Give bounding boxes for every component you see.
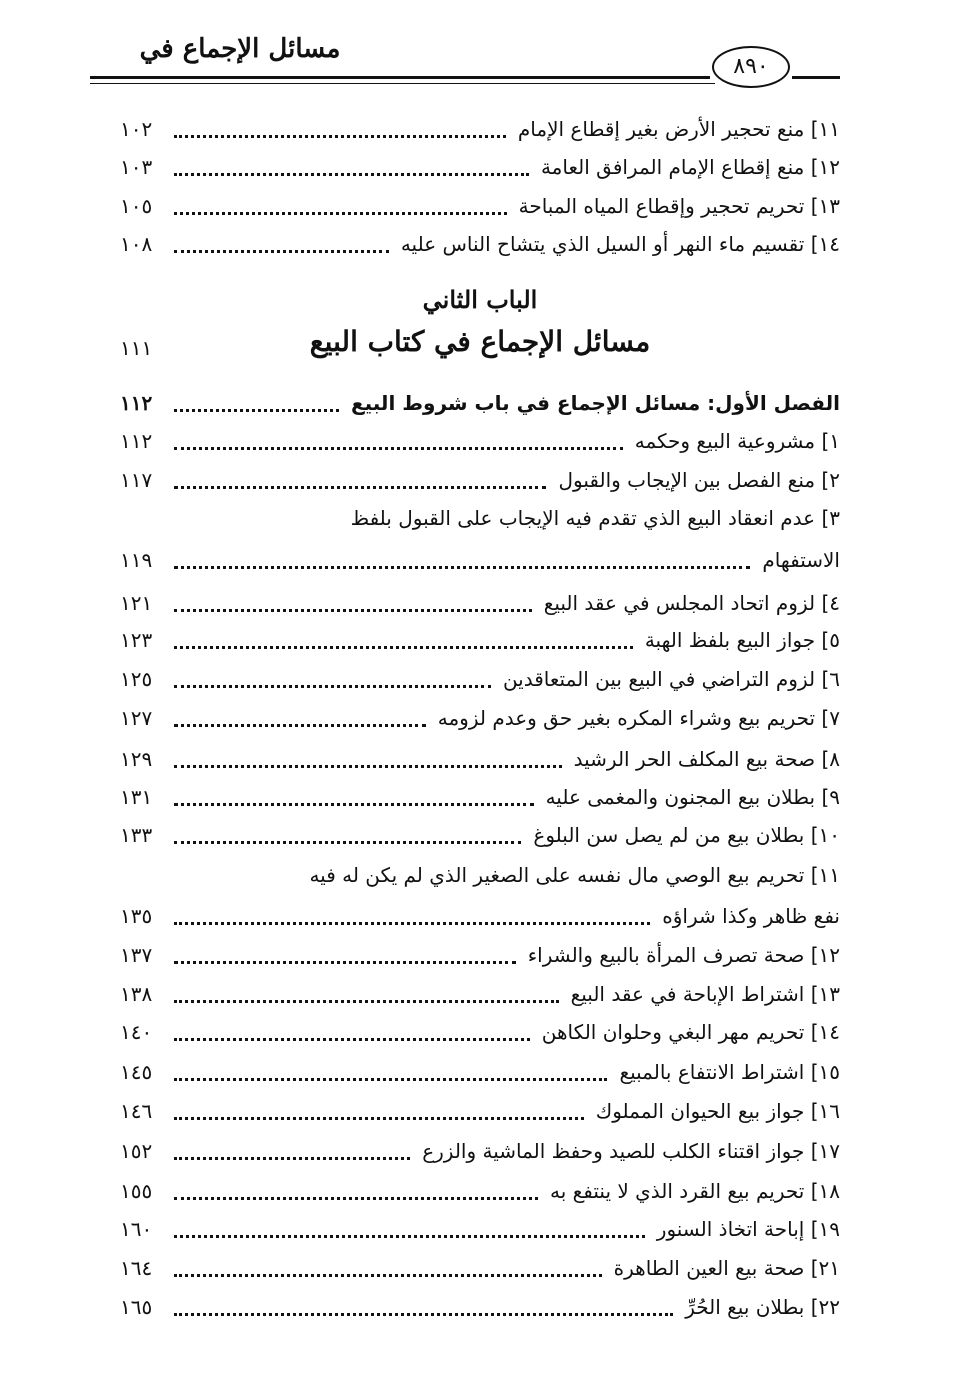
toc-entry-text: ١٣] تحريم تحجير وإقطاع المياه المباحة: [518, 194, 840, 218]
running-title: مسائل الإجماع في: [139, 34, 341, 64]
toc-entry-text: ١٥] اشتراط الانتفاع بالمبيع: [619, 1060, 840, 1084]
leader-dots: [174, 566, 750, 569]
toc-entry[interactable]: [120, 1288, 840, 1326]
toc-entry-text: ٩] بطلان بيع المجنون والمغمى عليه: [545, 785, 840, 809]
chapter-subtitle[interactable]: مسائل الإجماع في كتاب البيع: [309, 325, 651, 358]
toc-entry-page: ١٠٨: [120, 232, 153, 256]
toc-entry-page: ١٦٤: [120, 1256, 153, 1280]
leader-dots: [174, 1038, 530, 1041]
toc-entry[interactable]: [120, 699, 840, 737]
toc-entry-text: ٤] لزوم اتحاد المجلس في عقد البيع: [543, 591, 840, 615]
toc-entry[interactable]: [120, 1249, 840, 1287]
toc-entry[interactable]: [120, 778, 840, 816]
toc-entry[interactable]: [120, 816, 840, 854]
leader-dots: [174, 1000, 559, 1003]
toc-entry-text: ٥] جواز البيع بلفظ الهبة: [644, 628, 840, 652]
toc-entry[interactable]: [120, 187, 840, 225]
section-entry-page: ١١٢: [120, 391, 153, 415]
toc-entry[interactable]: [120, 1132, 840, 1170]
leader-dots: [174, 447, 623, 450]
toc-entry-page: ١٢٥: [120, 667, 153, 691]
page-number: ٨٩٠: [712, 46, 790, 88]
toc-entry-continuation: نفع ظاهر وكذا شراؤه: [662, 904, 840, 928]
leader-dots: [174, 765, 562, 768]
leader-dots: [174, 173, 529, 176]
leader-dots: [174, 135, 506, 138]
leader-dots: [174, 486, 546, 489]
leader-dots: [174, 212, 507, 215]
toc-entry-text: ١٦] جواز بيع الحيوان المملوك: [595, 1099, 840, 1123]
toc-entry[interactable]: [120, 1092, 840, 1130]
toc-entry-continuation: الاستفهام: [762, 548, 840, 572]
toc-entry-page: ١١٩: [120, 548, 153, 572]
toc-entry-text: ١٧] جواز اقتناء الكلب للصيد وحفظ الماشية والزرع: [422, 1139, 840, 1163]
toc-entry-page: ١٢٣: [120, 628, 153, 652]
toc-entry[interactable]: [120, 1172, 840, 1210]
leader-dots: [174, 961, 516, 964]
toc-entry[interactable]: [120, 975, 840, 1013]
toc-entry-text: ٧] تحريم بيع وشراء المكره بغير حق وعدم لزومه: [437, 706, 840, 730]
toc-entry[interactable]: [120, 225, 840, 263]
toc-entry-text: ١] مشروعية البيع وحكمه: [634, 429, 840, 453]
toc-entry[interactable]: [120, 660, 840, 698]
toc-entry-page: ١٠٥: [120, 194, 153, 218]
toc-entry[interactable]: [120, 936, 840, 974]
leader-dots: [174, 609, 532, 612]
toc-entry-page: ١٣٥: [120, 904, 153, 928]
toc-entry-page: ١٣٧: [120, 943, 153, 967]
chapter-page: ١١١: [120, 336, 153, 360]
toc-entry[interactable]: [120, 1053, 840, 1091]
toc-entry-page: ١٠٣: [120, 155, 153, 179]
toc-entry-text: ١٣] اشتراط الإباحة في عقد البيع: [570, 982, 840, 1006]
leader-dots: [174, 409, 339, 412]
toc-entry-text: ١٤] تقسيم ماء النهر أو السيل الذي يتشاح الناس عليه: [400, 232, 840, 256]
toc-entry-text: ٢] منع الفصل بين الإيجاب والقبول: [558, 468, 840, 492]
leader-dots: [174, 922, 650, 925]
toc-entry-text: ١٠] بطلان بيع من لم يصل سن البلوغ: [533, 823, 840, 847]
toc-entry-text: ١٨] تحريم بيع القرد الذي لا ينتفع به: [549, 1179, 840, 1203]
leader-dots: [174, 250, 389, 253]
toc-entry-page: ١٦٠: [120, 1217, 153, 1241]
chapter-title: الباب الثاني: [422, 285, 538, 314]
toc-entry[interactable]: [120, 584, 840, 622]
toc-entry-text: ٢١] صحة بيع العين الطاهرة: [613, 1256, 840, 1280]
section-entry-text: الفصل الأول: مسائل الإجماع في باب شروط البيع: [350, 391, 840, 415]
page-header: [90, 30, 840, 110]
toc-entry[interactable]: [120, 461, 840, 499]
toc-entry-page: ١٥٢: [120, 1139, 153, 1163]
toc-entry-page: ١٣٣: [120, 823, 153, 847]
toc-entry[interactable]: [120, 740, 840, 778]
toc-entry-text: ١١] منع تحجير الأرض بغير إقطاع الإمام: [517, 117, 840, 141]
toc-entry-page: ١٢٩: [120, 747, 153, 771]
toc-entry-text: ٨] صحة بيع المكلف الحر الرشيد: [573, 747, 840, 771]
leader-dots: [174, 1117, 584, 1120]
toc-entry-page: ١١٧: [120, 468, 153, 492]
leader-dots: [174, 1197, 538, 1200]
leader-dots: [174, 1235, 645, 1238]
toc-entry[interactable]: [120, 422, 840, 460]
toc-entry-page: ١٢١: [120, 591, 153, 615]
toc-entry[interactable]: [120, 148, 840, 186]
toc-entry-page: ١٠٢: [120, 117, 153, 141]
toc-entry[interactable]: [120, 1210, 840, 1248]
toc-entry-text[interactable]: ١١] تحريم بيع الوصي مال نفسه على الصغير الذي لم يكن له فيه: [309, 863, 840, 887]
leader-dots: [174, 646, 633, 649]
leader-dots: [174, 841, 521, 844]
section-entry[interactable]: [120, 384, 840, 422]
toc-entry-text[interactable]: ٣] عدم انعقاد البيع الذي تقدم فيه الإيجاب على القبول بلفظ: [350, 506, 840, 530]
leader-dots: [174, 1078, 607, 1081]
leader-dots: [174, 1274, 602, 1277]
toc-entry-text: ٦] لزوم التراضي في البيع بين المتعاقدين: [502, 667, 840, 691]
toc-entry-page: ١٤٦: [120, 1099, 153, 1123]
header-rule-right: [792, 76, 840, 79]
toc-entry-text: ١٩] إباحة اتخاذ السنور: [656, 1217, 840, 1241]
toc-entry-page: ١٣١: [120, 785, 153, 809]
toc-entry-page: ١٤٥: [120, 1060, 153, 1084]
toc-entry-page: ١٦٥: [120, 1295, 153, 1319]
toc-entry-page: ١٥٥: [120, 1179, 153, 1203]
toc-entry-text: ١٢] صحة تصرف المرأة بالبيع والشراء: [527, 943, 840, 967]
leader-dots: [174, 724, 426, 727]
header-rule: [90, 76, 710, 79]
toc-entry[interactable]: [120, 541, 840, 579]
toc-entry-page: ١٤٠: [120, 1020, 153, 1044]
toc-entry[interactable]: [120, 1013, 840, 1051]
leader-dots: [174, 1313, 673, 1316]
toc-entry-page: ١٢٧: [120, 706, 153, 730]
toc-entry-page: ١١٢: [120, 429, 153, 453]
leader-dots: [174, 685, 491, 688]
leader-dots: [174, 803, 534, 806]
toc-entry[interactable]: [120, 621, 840, 659]
toc-entry-text: ٢٢] بطلان بيع الحُرِّ: [685, 1295, 840, 1319]
toc-entry-page: ١٣٨: [120, 982, 153, 1006]
leader-dots: [174, 1157, 410, 1160]
toc-entry-text: ١٤] تحريم مهر البغي وحلوان الكاهن: [541, 1020, 840, 1044]
toc-entry-text: ١٢] منع إقطاع الإمام المرافق العامة: [540, 155, 840, 179]
header-rule-thin: [90, 83, 715, 84]
toc-entry[interactable]: [120, 110, 840, 148]
toc-entry[interactable]: [120, 897, 840, 935]
